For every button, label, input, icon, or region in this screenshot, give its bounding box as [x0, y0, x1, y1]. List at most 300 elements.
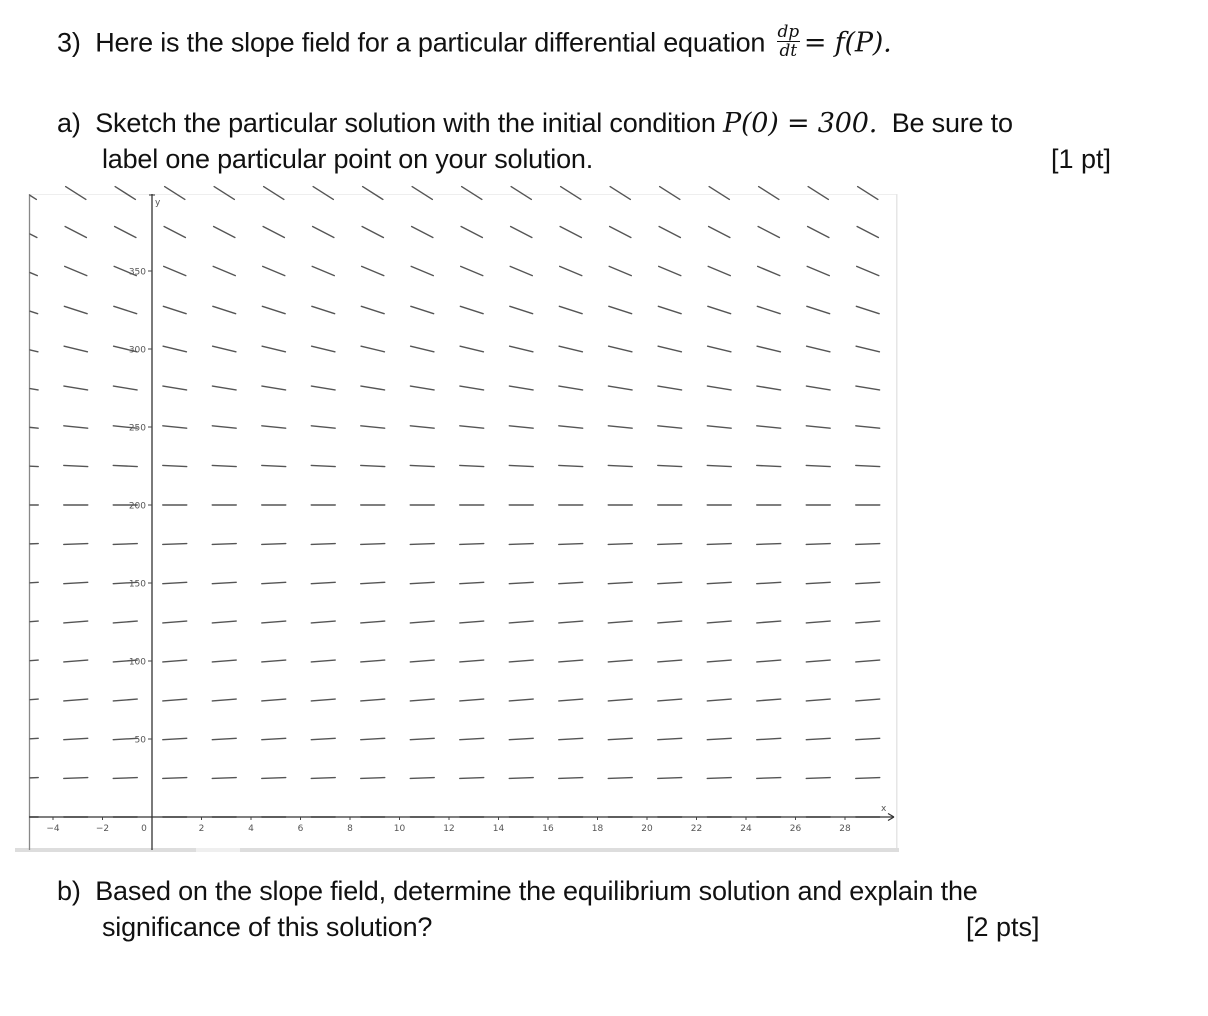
- slope-segment: [410, 465, 434, 466]
- slope-segment: [608, 582, 632, 583]
- x-tick-label: 26: [789, 824, 802, 834]
- slope-segment: [806, 465, 830, 466]
- slope-segment: [757, 621, 781, 623]
- slope-segment: [113, 621, 137, 623]
- slope-segment: [113, 778, 137, 779]
- slope-segment: [757, 306, 780, 313]
- slope-segment: [806, 738, 830, 739]
- slope-segment: [361, 386, 385, 390]
- slope-segment: [262, 660, 286, 662]
- slope-segment: [759, 187, 779, 200]
- slope-segment: [410, 778, 434, 779]
- initial-condition: P(0) = 300.: [722, 108, 878, 139]
- slope-segment: [559, 386, 583, 390]
- slope-segment: [410, 621, 434, 623]
- slope-segment: [361, 660, 385, 662]
- slope-segment: [30, 273, 37, 276]
- slope-segment: [561, 187, 581, 200]
- slope-segment: [757, 738, 781, 739]
- slope-segment: [64, 621, 88, 623]
- slope-segment: [608, 426, 632, 428]
- slope-segment: [608, 621, 632, 623]
- slope-segment: [658, 778, 682, 779]
- slope-segment: [361, 306, 384, 313]
- slope-segment: [361, 582, 385, 583]
- slope-segment: [707, 426, 731, 428]
- slope-segment: [460, 778, 484, 779]
- slope-segment: [509, 778, 533, 779]
- slope-segment: [163, 346, 186, 352]
- slope-segment: [806, 660, 830, 662]
- slope-segment: [361, 465, 385, 466]
- y-tick-label: 200: [128, 501, 146, 512]
- slope-segment: [30, 427, 38, 428]
- slope-segment: [213, 346, 236, 352]
- slope-segment: [509, 738, 533, 739]
- slope-segment: [30, 350, 38, 352]
- slope-segment: [64, 660, 88, 662]
- slope-segment: [658, 386, 682, 390]
- slope-segment: [262, 738, 286, 739]
- slope-segment: [361, 699, 385, 701]
- slope-segment: [509, 582, 533, 583]
- slope-segment: [856, 582, 880, 583]
- slope-segment: [412, 187, 432, 200]
- plot-right-border: [896, 194, 898, 850]
- slope-segment: [64, 426, 88, 428]
- slope-segment: [163, 582, 187, 583]
- slope-segment: [806, 544, 830, 545]
- slope-segment: [212, 426, 236, 428]
- slope-segment: [264, 187, 284, 200]
- slope-segment: [262, 544, 286, 545]
- slope-segment: [411, 346, 434, 352]
- slope-segment: [114, 306, 137, 313]
- slope-segment: [658, 306, 681, 313]
- slope-segment: [658, 346, 681, 352]
- x-tick-label: 0: [141, 824, 147, 834]
- slope-segment: [410, 426, 434, 428]
- part-a-suffix: Be sure to: [891, 108, 1013, 138]
- slope-segment: [608, 465, 632, 466]
- slope-segment: [707, 621, 731, 623]
- part-b-label: b): [57, 876, 81, 906]
- slope-segment: [509, 386, 533, 390]
- slope-segment: [660, 187, 680, 200]
- slope-segment: [163, 386, 187, 390]
- slope-segment: [213, 306, 236, 313]
- slope-segment: [214, 187, 234, 200]
- slope-segment: [707, 386, 731, 390]
- slope-segment: [460, 465, 484, 466]
- slope-segment: [708, 346, 731, 352]
- slope-segment: [460, 544, 484, 545]
- part-a-text: Sketch the particular solution with the initial condition: [95, 108, 716, 138]
- x-tick-label: −2: [95, 824, 110, 834]
- slope-segment: [461, 226, 482, 237]
- y-tick-label: 100: [128, 657, 146, 668]
- slope-segment: [856, 386, 880, 390]
- slope-segment: [856, 465, 880, 466]
- fraction-denominator: dt: [779, 41, 797, 61]
- slope-segment: [608, 778, 632, 779]
- slope-segment: [460, 582, 484, 583]
- slope-segment: [312, 266, 334, 275]
- slope-segment: [460, 386, 484, 390]
- x-tick-label: 18: [591, 824, 604, 834]
- slope-segment: [509, 621, 533, 623]
- slope-segment: [858, 187, 878, 200]
- slope-segment: [312, 306, 335, 313]
- slope-segment: [163, 738, 187, 739]
- slope-segment: [30, 621, 38, 622]
- part-b-points: [2 pts]: [966, 912, 1040, 942]
- slope-segment: [658, 738, 682, 739]
- slope-segment: [164, 226, 185, 237]
- slope-segment: [412, 226, 433, 237]
- slope-segment: [560, 266, 582, 275]
- slope-segment: [708, 306, 731, 313]
- slope-segment: [757, 582, 781, 583]
- x-tick-label: 6: [297, 824, 304, 834]
- slope-segment: [757, 699, 781, 701]
- slope-segment: [212, 582, 236, 583]
- slope-segment: [509, 426, 533, 428]
- slope-segment: [361, 778, 385, 779]
- slope-segment: [262, 699, 286, 701]
- x-tick-label: 24: [740, 824, 752, 834]
- slope-segment: [30, 234, 37, 238]
- slope-segment: [64, 386, 88, 390]
- slope-segment: [311, 386, 335, 390]
- slope-segment: [363, 187, 383, 200]
- slope-segment: [163, 426, 187, 428]
- slope-segment: [707, 738, 731, 739]
- slope-segment: [559, 621, 583, 623]
- part-b-line2: significance of this solution?: [102, 912, 433, 942]
- y-tick-label: 150: [128, 579, 146, 590]
- slope-segment: [30, 660, 38, 661]
- slope-segment: [559, 778, 583, 779]
- slope-segment: [460, 660, 484, 662]
- y-tick-label: 250: [128, 423, 146, 434]
- slope-segment: [262, 778, 286, 779]
- equation-rhs: = f(P).: [803, 27, 892, 59]
- slope-segment: [65, 266, 87, 275]
- slope-segment: [559, 660, 583, 662]
- part-b-text: Based on the slope field, determine the equilibrium solution and explain the: [95, 876, 978, 906]
- slope-segment: [113, 544, 137, 545]
- slope-segment: [856, 621, 880, 623]
- slope-segment: [311, 582, 335, 583]
- slope-segment: [312, 346, 335, 352]
- slope-segment: [559, 346, 582, 352]
- slope-segment: [608, 699, 632, 701]
- slope-segment: [30, 699, 38, 700]
- slope-segment: [757, 386, 781, 390]
- fraction-numerator: dp: [777, 22, 799, 42]
- slope-segment: [758, 266, 780, 275]
- slope-segment: [807, 346, 830, 352]
- x-tick-label: 12: [443, 824, 455, 834]
- slope-segment: [806, 386, 830, 390]
- slope-segment: [658, 621, 682, 623]
- slope-segment: [410, 582, 434, 583]
- slope-segment: [30, 195, 36, 199]
- slope-segment: [212, 699, 236, 701]
- slope-segment: [113, 465, 137, 466]
- slope-segment: [559, 699, 583, 701]
- slope-segment: [461, 266, 483, 275]
- slope-segment: [64, 582, 88, 583]
- slope-segment: [30, 389, 38, 390]
- slope-segment: [164, 266, 186, 275]
- slope-segment: [559, 582, 583, 583]
- question-heading: [57, 22, 892, 63]
- slope-segment: [559, 426, 583, 428]
- x-tick-label: 22: [690, 824, 703, 834]
- slope-segment: [708, 266, 730, 275]
- slope-segment: [856, 699, 880, 701]
- slope-segment: [165, 187, 185, 200]
- slope-segment: [212, 386, 236, 390]
- x-axis-label: x: [881, 804, 887, 814]
- slope-segment: [559, 544, 583, 545]
- slope-segment: [559, 465, 583, 466]
- slope-segment: [856, 426, 880, 428]
- slope-segment: [163, 544, 187, 545]
- slope-segment: [311, 465, 335, 466]
- slope-segment: [509, 660, 533, 662]
- slope-segment: [64, 738, 88, 739]
- slope-segment: [115, 187, 135, 200]
- slope-segment: [214, 226, 235, 237]
- slope-segment: [609, 306, 632, 313]
- y-tick-label: 350: [128, 267, 146, 278]
- slope-segment: [262, 426, 286, 428]
- slope-segment: [163, 778, 187, 779]
- slope-segment: [559, 738, 583, 739]
- slope-segment: [311, 544, 335, 545]
- slope-segment: [608, 660, 632, 662]
- slope-segment: [856, 346, 879, 352]
- slope-segment: [757, 778, 781, 779]
- slope-segment: [262, 582, 286, 583]
- slope-segment: [163, 306, 186, 313]
- slope-segment: [510, 266, 532, 275]
- slope-segment: [262, 306, 285, 313]
- slope-segment: [509, 544, 533, 545]
- slope-segment: [460, 346, 483, 352]
- slope-segment: [856, 660, 880, 662]
- slope-segment: [66, 187, 86, 200]
- derivative-fraction: [777, 23, 800, 60]
- slope-segment: [757, 346, 780, 352]
- slope-segment: [410, 699, 434, 701]
- slope-segment: [757, 426, 781, 428]
- plot-top-border: [29, 194, 897, 195]
- slope-segment: [212, 544, 236, 545]
- slope-segment: [311, 699, 335, 701]
- slope-segment: [115, 226, 136, 237]
- slope-segment: [509, 465, 533, 466]
- slope-segment: [610, 187, 630, 200]
- part-a-points: [1 pt]: [1051, 144, 1112, 174]
- slope-segment: [262, 346, 285, 352]
- slope-segment: [460, 621, 484, 623]
- slope-segment: [608, 386, 632, 390]
- slope-segment: [807, 306, 830, 313]
- slope-segment: [263, 266, 285, 275]
- slope-segment: [658, 582, 682, 583]
- slope-segment: [707, 699, 731, 701]
- slope-segment: [808, 226, 829, 237]
- slope-segment: [857, 226, 878, 237]
- slope-segment: [262, 621, 286, 623]
- slope-segment: [707, 465, 731, 466]
- slope-segment: [311, 426, 335, 428]
- plot-bottom-bar: [15, 848, 899, 852]
- x-tick-label: 8: [347, 824, 353, 834]
- slope-segment: [707, 778, 731, 779]
- slope-segment: [411, 266, 433, 275]
- slope-segment: [263, 226, 284, 237]
- slope-segments: [30, 187, 880, 817]
- slope-segment: [311, 660, 335, 662]
- slope-segment: [362, 226, 383, 237]
- slope-segment: [313, 226, 334, 237]
- question-number: 3): [57, 27, 81, 58]
- slope-segment: [212, 465, 236, 466]
- slope-segment: [311, 738, 335, 739]
- slope-segment: [510, 306, 533, 313]
- slope-segment: [64, 778, 88, 779]
- slope-segment: [410, 544, 434, 545]
- slope-segment: [560, 226, 581, 237]
- slope-segment: [511, 226, 532, 237]
- slope-segment: [361, 738, 385, 739]
- slope-segment: [212, 621, 236, 623]
- slope-segment: [410, 738, 434, 739]
- slope-segment: [262, 465, 286, 466]
- slope-segment: [410, 386, 434, 390]
- slope-segment: [856, 544, 880, 545]
- slope-segment: [212, 778, 236, 779]
- slope-segment: [610, 226, 631, 237]
- slope-segment: [559, 306, 582, 313]
- slope-segment: [758, 226, 779, 237]
- slope-segment: [510, 346, 533, 352]
- slope-segment: [460, 738, 484, 739]
- slope-segment: [213, 266, 235, 275]
- part-a-line2: label one particular point on your solution.: [102, 144, 594, 174]
- slope-segment: [658, 660, 682, 662]
- slope-segment: [311, 621, 335, 623]
- slope-segment: [608, 544, 632, 545]
- slope-segment: [659, 226, 680, 237]
- part-a-label: a): [57, 108, 81, 138]
- slope-segment: [757, 544, 781, 545]
- slope-segment: [361, 544, 385, 545]
- plot-scroll-thumb: [196, 848, 240, 852]
- slope-segment: [212, 660, 236, 662]
- slope-segment: [658, 699, 682, 701]
- x-tick-label: 28: [839, 824, 851, 834]
- slope-segment: [64, 465, 88, 466]
- slope-segment: [509, 699, 533, 701]
- slope-segment: [807, 266, 829, 275]
- slope-segment: [361, 346, 384, 352]
- slope-segment: [808, 187, 828, 200]
- slope-segment: [857, 266, 879, 275]
- slope-segment: [163, 660, 187, 662]
- slope-segment: [709, 226, 730, 237]
- slope-segment: [212, 738, 236, 739]
- slope-segment: [313, 187, 333, 200]
- y-tick-label: 50: [134, 735, 146, 746]
- slope-segment: [113, 386, 137, 390]
- slope-segment: [856, 738, 880, 739]
- x-tick-label: 20: [641, 824, 653, 834]
- slope-segment: [707, 544, 731, 545]
- slope-segment: [658, 465, 682, 466]
- slope-segment: [757, 660, 781, 662]
- slope-field-chart: [0, 180, 910, 870]
- slope-segment: [460, 426, 484, 428]
- part-b-line1: [57, 875, 978, 907]
- slope-segment: [460, 699, 484, 701]
- slope-segment: [856, 778, 880, 779]
- x-tick-label: 10: [393, 824, 406, 834]
- slope-segment: [659, 266, 681, 275]
- slope-segment: [410, 660, 434, 662]
- slope-segment: [806, 699, 830, 701]
- slope-segment: [163, 465, 187, 466]
- slope-segment: [806, 778, 830, 779]
- x-tick-label: −4: [46, 824, 60, 834]
- slope-segment: [806, 621, 830, 623]
- y-tick-label: 300: [128, 345, 146, 356]
- slope-segment: [856, 306, 879, 313]
- slope-segment: [658, 544, 682, 545]
- slope-segment: [64, 346, 87, 352]
- slope-segment: [311, 778, 335, 779]
- slope-segment: [462, 187, 482, 200]
- slope-segment: [609, 266, 631, 275]
- axes: [29, 194, 894, 850]
- slope-segment: [608, 738, 632, 739]
- slope-segment: [113, 699, 137, 701]
- slope-segment: [707, 582, 731, 583]
- slope-segment: [460, 306, 483, 313]
- slope-segment: [411, 306, 434, 313]
- slope-segment: [65, 226, 86, 237]
- slope-segment: [658, 426, 682, 428]
- x-tick-label: 4: [248, 824, 254, 834]
- slope-segment: [707, 660, 731, 662]
- slope-segment: [361, 621, 385, 623]
- y-axis-label: y: [155, 198, 161, 208]
- x-tick-label: 14: [492, 824, 505, 834]
- slope-segment: [163, 621, 187, 623]
- question-intro: Here is the slope field for a particular differential equation: [95, 27, 766, 58]
- slope-segment: [262, 386, 286, 390]
- slope-segment: [163, 699, 187, 701]
- slope-segment: [709, 187, 729, 200]
- slope-field-svg: [0, 180, 910, 870]
- slope-segment: [609, 346, 632, 352]
- slope-segment: [64, 699, 88, 701]
